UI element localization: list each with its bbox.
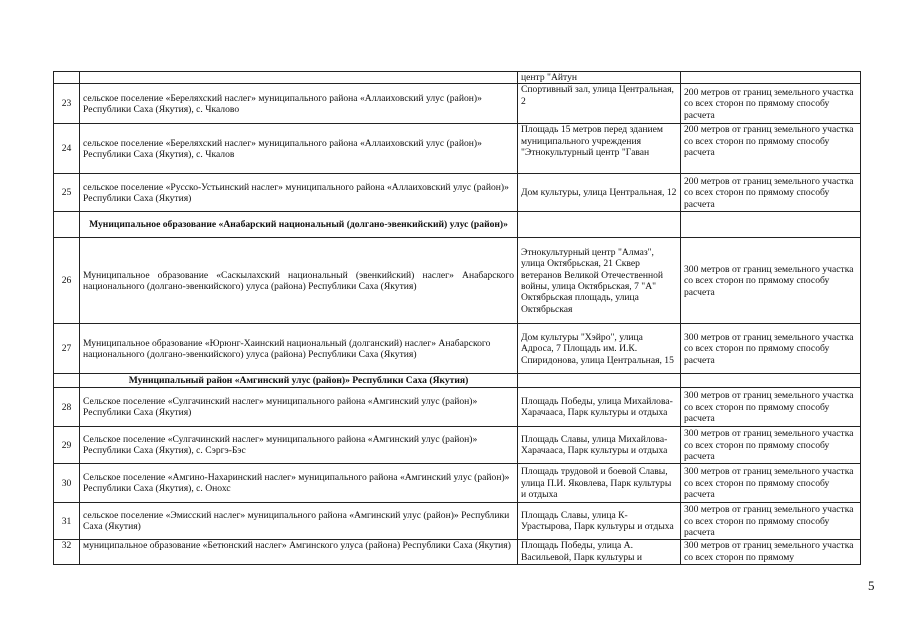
table-row [54, 174, 861, 212]
place-cell: Спортивный зал, улица Центральная, 2 [518, 84, 681, 124]
place-cell: Дом культуры "Хэйро", улица Адроса, 7 Площадь им. И.К. Спиридонова, улица Центральная, 15 [518, 324, 681, 374]
distance-cell: 300 метров от границ земельного участка со всех сторон по прямому способу расчета [681, 238, 861, 324]
place-cell: Площадь Победы, улица А. Васильевой, Парк культуры и [518, 540, 681, 565]
row-number: 31 [54, 503, 80, 540]
table-row [54, 464, 861, 503]
table-row [54, 540, 861, 565]
settlement-cell: Сельское поселение «Амгино-Нахаринский наслег» муниципального района «Амгинский улус (район)» Республики Саха (Якутия), с. Онохс [80, 464, 518, 503]
place-cell [518, 212, 681, 238]
table-row [54, 427, 861, 464]
place-cell: Этнокультурный центр "Алмаз", улица Октябрьская, 21 Сквер ветеранов Великой Отечественной войны, улица Октябрьская, 7 "А" Октябрьская площадь, улица Октябрьская [518, 238, 681, 324]
page-number: 5 [868, 578, 875, 593]
distance-cell: 300 метров от границ земельного участка со всех сторон по прямому способу расчета [681, 464, 861, 503]
settlements-table [53, 71, 861, 565]
distance-cell: 300 метров от границ земельного участка со всех сторон по прямому способу расчета [681, 388, 861, 427]
table-row [54, 238, 861, 324]
distance-cell: 300 метров от границ земельного участка со всех сторон по прямому [681, 540, 861, 565]
table-row [54, 84, 861, 124]
section-title: Муниципальный район «Амгинский улус (район)» Республики Саха (Якутия) [80, 374, 518, 388]
distance-cell: 300 метров от границ земельного участка со всех сторон по прямому способу расчета [681, 324, 861, 374]
section-row [54, 212, 861, 238]
place-cell: Дом культуры, улица Центральная, 12 [518, 174, 681, 212]
settlement-cell: Муниципальное образование «Юрюнг-Хаинский национальный (долганский) наслег» Анабарского национального (долгано-эвенкийского) улуса (района) Республики Саха (Якутия) [80, 324, 518, 374]
distance-cell [681, 212, 861, 238]
settlement-cell: Сельское поселение «Сулгачинский наслег» муниципального района «Амгинский улус (район)» Республики Саха (Якутия) [80, 388, 518, 427]
row-number: 26 [54, 238, 80, 324]
settlement-cell: сельское поселение «Эмисский наслег» муниципального района «Амгинский улус (район)» Республики Саха (Якутия) [80, 503, 518, 540]
distance-cell: 300 метров от границ земельного участка со всех сторон по прямому способу расчета [681, 427, 861, 464]
settlement-cell: сельское поселение «Русско-Устьинский наслег» муниципального района «Аллаиховский улус (район)» Республики Саха (Якутия) [80, 174, 518, 212]
place-cell: Площадь Славы, улица К-Урастырова, Парк культуры и отдыха [518, 503, 681, 540]
place-cell: центр "Айтун [518, 72, 681, 84]
table-row [54, 124, 861, 174]
section-title: Муниципальное образование «Анабарский национальный (долгано-эвенкийский) улус (район)» [80, 212, 518, 238]
row-number [54, 212, 80, 238]
row-number: 25 [54, 174, 80, 212]
row-number: 30 [54, 464, 80, 503]
distance-cell: 200 метров от границ земельного участка со всех сторон по прямому способу расчета [681, 84, 861, 124]
distance-cell [681, 374, 861, 388]
settlement-cell: муниципальное образование «Бетюнский наслег» Амгинского улуса (района) Республики Саха (Якутия) [80, 540, 518, 565]
distance-cell: 200 метров от границ земельного участка со всех сторон по прямому способу расчета [681, 124, 861, 174]
settlement-cell: сельское поселение «Береляхский наслег» муниципального района «Аллаиховский улус (район)» Республики Саха (Якутия), с. Чкалово [80, 84, 518, 124]
settlement-cell: сельское поселение «Береляхский наслег» муниципального района «Аллаиховский улус (район)» Республики Саха (Якутия), с. Чкалов [80, 124, 518, 174]
table-row [54, 324, 861, 374]
place-cell: Площадь 15 метров перед зданием муниципального учреждения "Этнокультурный центр "Гаван [518, 124, 681, 174]
place-cell: Площадь трудовой и боевой Славы, улица П.И. Яковлева, Парк культуры и отдыха [518, 464, 681, 503]
row-number: 24 [54, 124, 80, 174]
row-number [54, 374, 80, 388]
distance-cell: 200 метров от границ земельного участка со всех сторон по прямому способу расчета [681, 174, 861, 212]
place-cell [518, 374, 681, 388]
place-cell: Площадь Победы, улица Михайлова-Харачааса, Парк культуры и отдыха [518, 388, 681, 427]
section-row [54, 374, 861, 388]
table-row [54, 503, 861, 540]
row-number: 23 [54, 84, 80, 124]
row-number: 29 [54, 427, 80, 464]
table-row [54, 72, 861, 84]
row-number: 28 [54, 388, 80, 427]
distance-cell: 300 метров от границ земельного участка со всех сторон по прямому способу расчета [681, 503, 861, 540]
table-row [54, 388, 861, 427]
settlement-cell: Муниципальное образование «Саскылахский национальный (эвенкийский) наслег» Анабарского национального (долгано-эвенкийского) улуса (района) Республики Саха (Якутия) [80, 238, 518, 324]
settlement-cell [80, 72, 518, 84]
settlement-cell: Сельское поселение «Сулгачинский наслег» муниципального района «Амгинский улус (район)» Республики Саха (Якутия), с. Сэргэ-Бэс [80, 427, 518, 464]
place-cell: Площадь Славы, улица Михайлова-Харачааса, Парк культуры и отдыха [518, 427, 681, 464]
distance-cell [681, 72, 861, 84]
row-number [54, 72, 80, 84]
row-number: 27 [54, 324, 80, 374]
row-number: 32 [54, 540, 80, 565]
